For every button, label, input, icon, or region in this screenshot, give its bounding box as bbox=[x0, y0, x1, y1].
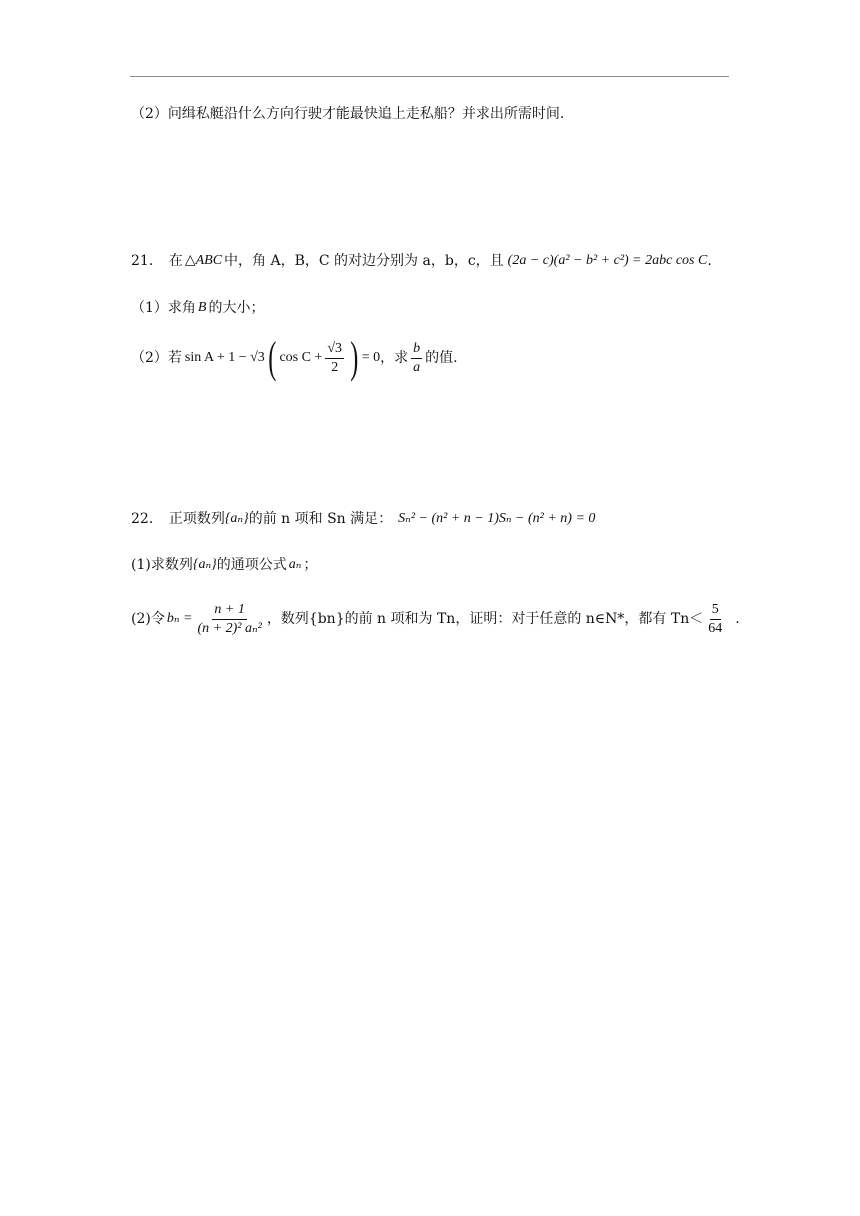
header-rule bbox=[130, 76, 729, 77]
q21-part1-a: （1）求角 bbox=[131, 300, 196, 316]
q21-part1-var: B bbox=[197, 300, 207, 315]
q22-part1-var: aₙ bbox=[288, 557, 302, 572]
left-paren: ( bbox=[268, 333, 277, 382]
right-paren: ) bbox=[350, 333, 359, 382]
q22-part2-a: (2)令 bbox=[131, 611, 165, 627]
q21-period: . bbox=[707, 253, 712, 269]
q21-part2-b: ，求 bbox=[380, 350, 409, 366]
q22-part1-seq: {aₙ} bbox=[192, 557, 217, 572]
fraction-numerator: b bbox=[411, 340, 422, 359]
q22-intro-b: 的前 n 项和 Sn 满足： bbox=[248, 511, 393, 527]
q21-intro-a: 在 bbox=[168, 253, 183, 269]
q22-part1 bbox=[131, 555, 317, 575]
q20-part2-text: （2）问缉私艇沿什么方向行驶才能最快追上走私船？并求出所需时间. bbox=[131, 106, 565, 122]
q21-part2-a: （2）若 bbox=[131, 350, 182, 366]
q21-number: 21． bbox=[131, 253, 163, 269]
q21-part2-expr-left: sin A + 1 − √3 bbox=[184, 350, 265, 365]
q22-part1-a: (1)求数列 bbox=[131, 557, 193, 573]
fraction-numerator: 5 bbox=[710, 601, 721, 620]
q22-seq: {aₙ} bbox=[224, 511, 249, 526]
q22-part1-b: 的通项公式 bbox=[216, 557, 287, 573]
q21-part2-fraction bbox=[325, 340, 344, 377]
fraction-numerator: n + 1 bbox=[212, 601, 246, 620]
q21-statement bbox=[131, 251, 712, 271]
fraction-denominator: (n + 2)² aₙ² bbox=[197, 620, 262, 636]
q21-part2-cos: cos C + bbox=[279, 350, 323, 365]
q22-number: 22． bbox=[131, 511, 163, 527]
q21-part2-eq: = 0 bbox=[361, 350, 381, 365]
q20-part2 bbox=[131, 104, 564, 124]
q22-part2-b: ，数列{bn}的前 n 项和为 Tn，证明：对于任意的 n∈N*，都有 Tn＜ bbox=[266, 611, 704, 627]
fraction-numerator: √3 bbox=[325, 340, 344, 359]
q21-equation: (2a − c)(a² − b² + c²) = 2abc cos C bbox=[507, 253, 708, 268]
q21-part2-c: 的值. bbox=[425, 350, 458, 366]
q22-part2-bn: bₙ = bbox=[166, 611, 193, 626]
q22-equation: Sₙ² − (n² + n − 1)Sₙ − (n² + n) = 0 bbox=[398, 511, 596, 526]
q22-part2-end: . bbox=[735, 611, 740, 627]
q22-part2 bbox=[131, 598, 740, 640]
q21-part1 bbox=[131, 298, 264, 318]
q22-bn-fraction bbox=[195, 601, 263, 638]
fraction-denominator: 2 bbox=[331, 359, 339, 375]
q21-b-over-a bbox=[411, 340, 422, 377]
fraction-denominator: a bbox=[413, 359, 421, 375]
q21-intro-b: 中，角 A，B，C 的对边分别为 a，b，c，且 bbox=[224, 253, 504, 269]
q21-triangle-label: △ABC bbox=[184, 253, 223, 268]
q22-statement bbox=[131, 509, 595, 529]
q22-part1-c: ； bbox=[303, 557, 318, 573]
q22-intro-a: 正项数列 bbox=[168, 511, 225, 527]
fraction-denominator: 64 bbox=[708, 620, 723, 636]
q22-bound-fraction bbox=[706, 601, 724, 638]
q21-part1-b: 的大小； bbox=[208, 300, 265, 316]
q21-part2 bbox=[131, 333, 458, 382]
